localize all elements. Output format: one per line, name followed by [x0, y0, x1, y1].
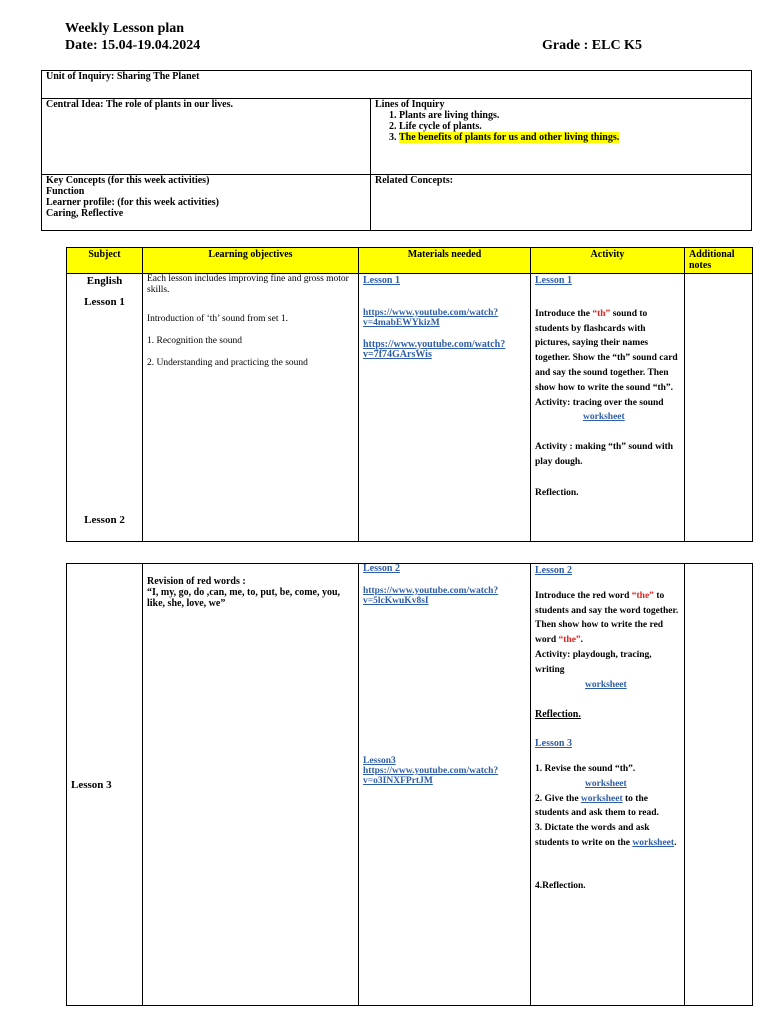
- materials-cell: [359, 274, 531, 542]
- unit-label: Unit of Inquiry: Sharing The Planet: [46, 71, 200, 82]
- header-activity: Activity: [531, 248, 685, 274]
- unit-cell: [42, 71, 752, 99]
- objective-item: Each lesson includes improving fine and gross motor skills.: [147, 274, 349, 295]
- worksheet-link-5[interactable]: worksheet: [632, 837, 675, 848]
- objective-item: 1. Recognition the sound: [147, 336, 242, 346]
- central-idea-cell: [42, 99, 371, 175]
- activity-reflection: Reflection.: [535, 487, 579, 498]
- objectives-cell: [143, 274, 359, 542]
- doc-title: Weekly Lesson plan: [65, 21, 185, 36]
- activity-write-red: Then show how to write the red word “the”.: [535, 620, 664, 646]
- related-concepts-cell: [371, 175, 752, 231]
- lesson-3-cell: [67, 564, 143, 1006]
- doc-date: Date: 15.04-19.04.2024: [65, 38, 201, 53]
- video-link-1a[interactable]: https://www.youtube.com/watch?: [363, 308, 499, 318]
- activity-lesson-3[interactable]: Lesson 3: [535, 738, 572, 750]
- worksheet-link-3[interactable]: worksheet: [585, 778, 627, 789]
- activity-red-word: Introduce the red word “the” to students and say the word together.: [535, 590, 679, 616]
- subject-cell: [67, 274, 143, 542]
- video-link-3a[interactable]: https://www.youtube.com/watch?: [363, 586, 499, 596]
- activity-step-3: 3. Dictate the words and ask students to write on the worksheet.: [535, 823, 677, 848]
- materials-lesson-2[interactable]: Lesson 2: [363, 563, 400, 574]
- central-idea-value: The role of plants in our lives.: [105, 99, 233, 110]
- materials-lesson-3[interactable]: Lesson3: [363, 756, 396, 766]
- lesson-2-label: Lesson 2: [84, 514, 125, 526]
- activity-step-4: 4.Reflection.: [535, 880, 586, 891]
- activity-playdough: Activity: playdough, tracing, writing: [535, 649, 652, 675]
- header-materials: Materials needed: [359, 248, 531, 274]
- header-notes: Additional notes: [685, 248, 753, 274]
- video-link-1b[interactable]: v=4mabEWYkizM: [363, 318, 440, 328]
- key-concepts-cell: [42, 175, 371, 231]
- video-link-4a[interactable]: https://www.youtube.com/watch?: [363, 766, 499, 776]
- video-link-4b[interactable]: v=o3INXFPrtJM: [363, 776, 433, 786]
- the-word-red-2: “the”: [558, 635, 581, 646]
- line-item-highlight: 3. The benefits of plants for us and other living things.: [399, 132, 747, 143]
- lesson-3-label: Lesson 3: [71, 778, 112, 791]
- video-link-3b[interactable]: v=5lcKwuKv8sI: [363, 596, 429, 606]
- line-item: 1. Plants are living things.: [399, 110, 747, 121]
- video-link-2b[interactable]: v=7f74GArsWis: [363, 349, 432, 360]
- objective-item: Introduction of ‘th’ sound from set 1.: [147, 314, 288, 324]
- header-objectives: Learning objectives: [143, 248, 359, 274]
- red-words-title: Revision of red words :: [147, 576, 246, 587]
- th-sound-red: “th”: [592, 308, 611, 319]
- the-word-red: “the”: [631, 590, 654, 601]
- materials-lesson-1[interactable]: Lesson 1: [363, 275, 400, 286]
- activity-step-1: 1. Revise the sound “th”.: [535, 763, 636, 774]
- activity-cell: [531, 274, 685, 542]
- lines-list: [375, 110, 747, 143]
- key-concepts-value: Function: [46, 186, 85, 197]
- subject-english: English: [86, 275, 123, 287]
- objective-item: 2. Understanding and practicing the sound: [147, 358, 308, 368]
- activity-cell-2: [531, 564, 685, 1006]
- materials-cell-2: [359, 564, 531, 1006]
- activity-step-2: 2. Give the worksheet to the students and ask them to read.: [535, 793, 659, 819]
- worksheet-link[interactable]: worksheet: [583, 412, 625, 423]
- lines-of-inquiry-cell: [371, 99, 752, 175]
- worksheet-link-2[interactable]: worksheet: [585, 679, 627, 690]
- plan-table-2: [66, 563, 753, 1006]
- header-subject: Subject: [67, 248, 143, 274]
- notes-cell-2: [685, 564, 753, 1006]
- related-concepts-label: Related Concepts:: [375, 175, 454, 186]
- key-concepts-label: Key Concepts (for this week activities): [46, 175, 210, 186]
- lesson-1-label: Lesson 1: [84, 296, 125, 308]
- learner-profile-label: Learner profile: (for this week activities): [46, 197, 220, 208]
- line-item: 2. Life cycle of plants.: [399, 121, 747, 132]
- video-link-2a[interactable]: https://www.youtube.com/watch?: [363, 339, 506, 350]
- activity-dough: Activity : making “th” sound with play dough.: [535, 442, 674, 467]
- activity-lesson-1[interactable]: Lesson 1: [535, 275, 572, 286]
- lines-label: Lines of Inquiry: [375, 99, 445, 110]
- red-words-list: “I, my, go, do ,can, me, to, put, be, come, you, like, she, love, we”: [147, 587, 341, 609]
- activity-tracing: Activity: tracing over the sound: [535, 397, 664, 408]
- activity-lesson-2[interactable]: Lesson 2: [535, 565, 572, 576]
- doc-grade: Grade : ELC K5: [542, 38, 642, 53]
- notes-cell: [685, 274, 753, 542]
- reflection-underlined: Reflection.: [535, 709, 581, 721]
- worksheet-link-4[interactable]: worksheet: [580, 793, 623, 804]
- unit-table: [41, 70, 752, 231]
- objectives-cell-2: [143, 564, 359, 1006]
- activity-intro: Introduce the “th” sound to students by flashcards with pictures, saying their names together. Show the “th” sound card and say the sound together. Then show how to write the sound “th”.: [535, 308, 678, 393]
- learner-profile-value: Caring, Reflective: [46, 208, 124, 219]
- central-idea-label: Central Idea:: [46, 99, 104, 110]
- plan-table-1: [66, 247, 753, 542]
